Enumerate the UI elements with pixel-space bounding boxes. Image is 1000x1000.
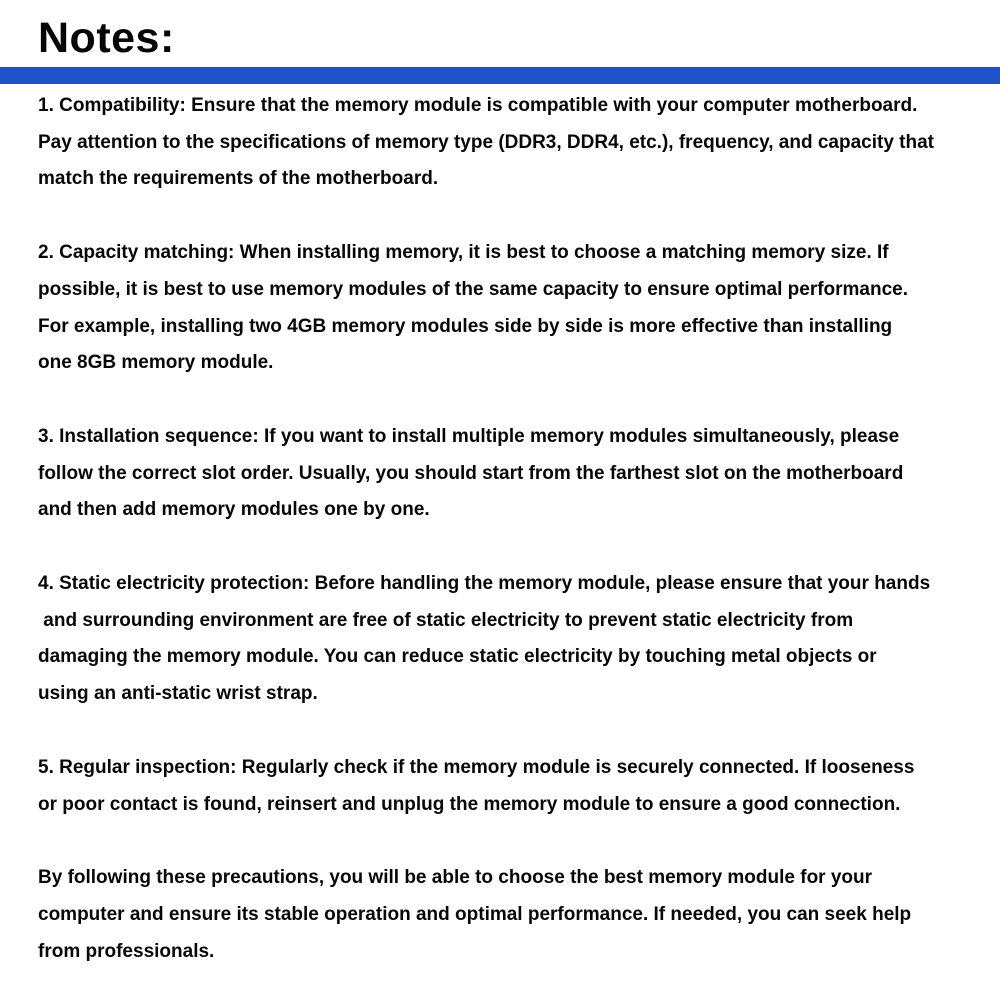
- text-line: using an anti-static wrist strap.: [38, 683, 318, 705]
- text-line: 4. Static electricity protection: Before handling the memory module, please ensure that your hands: [38, 573, 931, 595]
- text-line: damaging the memory module. You can reduce static electricity by touching metal objects or: [38, 646, 877, 668]
- text-line: computer and ensure its stable operation and optimal performance. If needed, you can seek help: [38, 903, 912, 925]
- text-line: For example, installing two 4GB memory modules side by side is more effective than installing: [38, 315, 893, 337]
- note-item-static-protection: [38, 566, 1000, 713]
- page-header: [0, 0, 1000, 66]
- text-line: 2. Capacity matching: When installing memory, it is best to choose a matching memory size. If: [38, 242, 889, 264]
- title-divider-bar: [0, 67, 1000, 84]
- text-line: By following these precautions, you will be able to choose the best memory module for your: [38, 867, 873, 889]
- note-item-installation-sequence: [38, 419, 1000, 529]
- text-line: one 8GB memory module.: [38, 352, 274, 374]
- note-item-regular-inspection: [38, 750, 1000, 823]
- text-line: and then add memory modules one by one.: [38, 499, 430, 521]
- closing-paragraph: [38, 860, 1000, 970]
- page-title: Notes:: [38, 14, 175, 62]
- text-line: and surrounding environment are free of static electricity to prevent static electricity from: [38, 609, 854, 631]
- note-item-capacity-matching: [38, 235, 1000, 382]
- text-line: possible, it is best to use memory modules of the same capacity to ensure optimal performance.: [38, 278, 909, 300]
- text-line: Pay attention to the specifications of memory type (DDR3, DDR4, etc.), frequency, and capacity that: [38, 131, 935, 153]
- text-line: 3. Installation sequence: If you want to install multiple memory modules simultaneously, please: [38, 425, 900, 447]
- text-line: match the requirements of the motherboard.: [38, 168, 439, 190]
- text-line: 5. Regular inspection: Regularly check if the memory module is securely connected. If looseness: [38, 756, 915, 778]
- note-item-compatibility: [38, 88, 1000, 198]
- text-line: from professionals.: [38, 940, 215, 962]
- text-line: 1. Compatibility: Ensure that the memory module is compatible with your computer motherboard.: [38, 95, 918, 116]
- text-line: or poor contact is found, reinsert and unplug the memory module to ensure a good connection.: [38, 793, 901, 815]
- text-line: follow the correct slot order. Usually, you should start from the farthest slot on the motherboard: [38, 462, 904, 484]
- notes-body: [38, 88, 1000, 1000]
